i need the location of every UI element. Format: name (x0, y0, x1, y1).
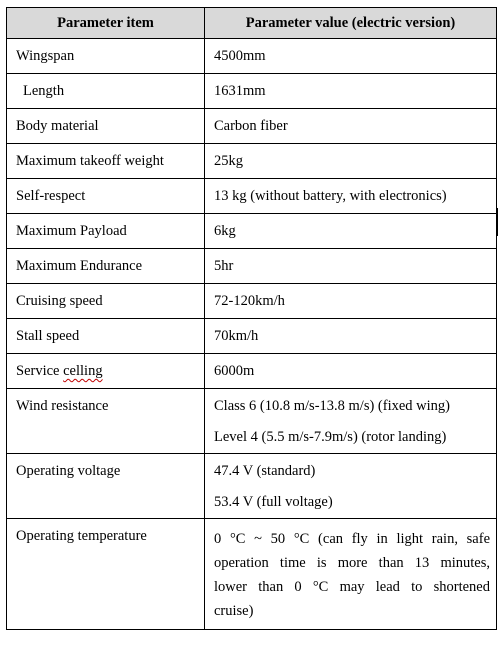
row-value: 6kg (205, 214, 497, 249)
row-label: Operating temperature (7, 519, 205, 630)
value-line: Level 4 (5.5 m/s-7.9m/s) (rotor landing) (214, 429, 447, 445)
side-border-tick (497, 208, 498, 236)
row-value: 6000m (205, 354, 497, 389)
table-row (7, 179, 497, 214)
row-value (205, 454, 497, 519)
row-value (205, 519, 497, 630)
row-label-text: Length (23, 83, 65, 99)
table-header-row (7, 8, 497, 39)
parameter-table (6, 7, 497, 630)
header-parameter-value: Parameter value (electric version) (205, 8, 497, 39)
row-value (205, 389, 497, 454)
row-label: Body material (7, 109, 205, 144)
table-row (7, 454, 497, 519)
table-row (7, 284, 497, 319)
row-label: Wingspan (7, 39, 205, 74)
value-line: 47.4 V (standard) (214, 463, 316, 479)
table-row (7, 249, 497, 284)
row-label: Operating voltage (7, 454, 205, 519)
row-value: 5hr (205, 249, 497, 284)
row-value: 70km/h (205, 319, 497, 354)
table-row (7, 39, 497, 74)
row-value: Carbon fiber (205, 109, 497, 144)
row-label: Wind resistance (7, 389, 205, 454)
table-row (7, 144, 497, 179)
row-label: Self-respect (7, 179, 205, 214)
row-label: Cruising speed (7, 284, 205, 319)
value-line: operation time is more than 13 minutes, (214, 555, 490, 571)
row-label: Maximum takeoff weight (7, 144, 205, 179)
row-value: 72-120km/h (205, 284, 497, 319)
row-label (7, 354, 205, 389)
value-line: lower than 0 °C may lead to shortened (214, 579, 490, 595)
row-label: Maximum Endurance (7, 249, 205, 284)
value-line: cruise) (214, 603, 254, 619)
table-row (7, 389, 497, 454)
value-line: 0 °C ~ 50 °C (can fly in light rain, safe (214, 531, 490, 547)
header-parameter-item: Parameter item (7, 8, 205, 39)
table-row (7, 214, 497, 249)
row-value: 13 kg (without battery, with electronics) (205, 179, 497, 214)
table-row (7, 74, 497, 109)
spellcheck-mark: celling (63, 363, 103, 379)
table-row (7, 319, 497, 354)
table-row (7, 109, 497, 144)
table-row (7, 519, 497, 630)
row-value: 1631mm (205, 74, 497, 109)
value-line: Class 6 (10.8 m/s-13.8 m/s) (fixed wing) (214, 398, 451, 414)
row-label-text: Service celling (16, 363, 103, 379)
row-label: Stall speed (7, 319, 205, 354)
row-value: 25kg (205, 144, 497, 179)
row-label: Maximum Payload (7, 214, 205, 249)
row-label (7, 74, 205, 109)
row-value: 4500mm (205, 39, 497, 74)
table-row (7, 354, 497, 389)
value-line: 53.4 V (full voltage) (214, 494, 333, 510)
